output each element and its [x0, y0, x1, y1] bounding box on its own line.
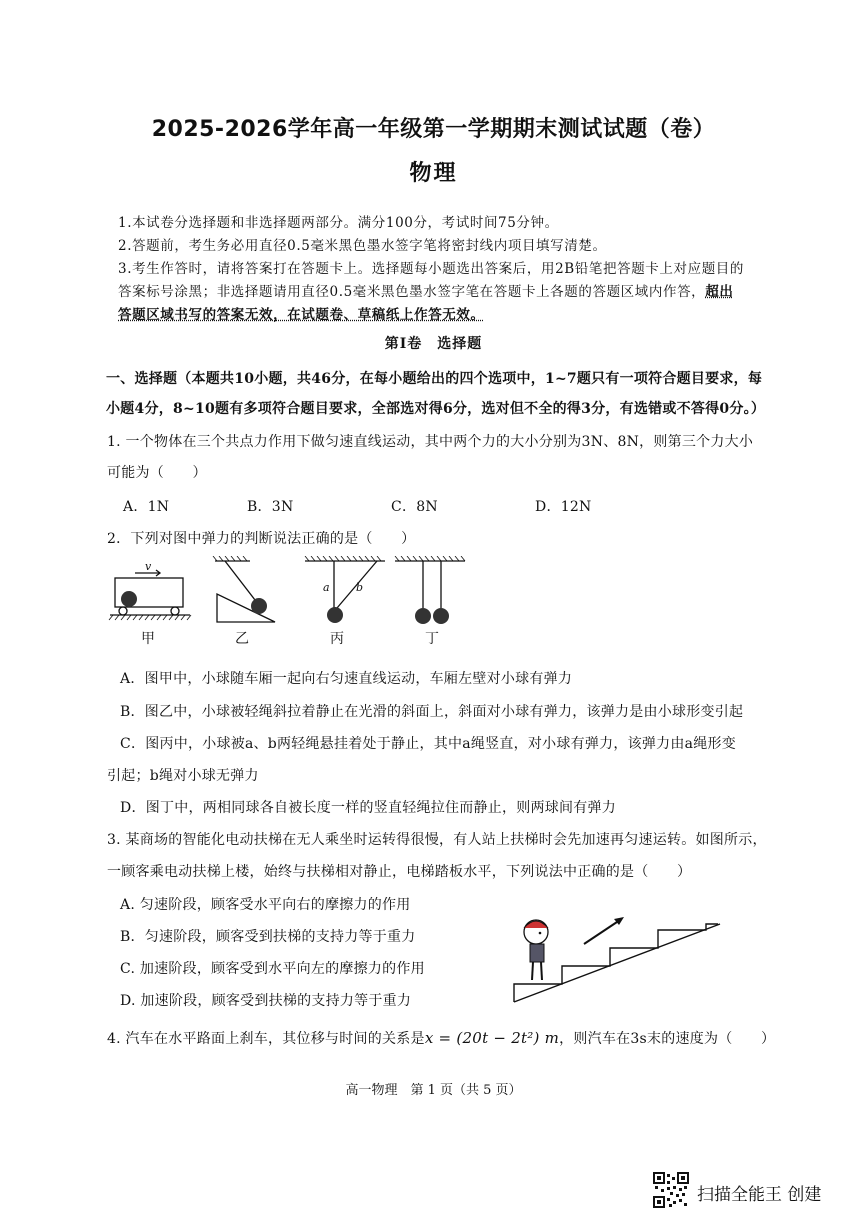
q1-option-d: D．12N	[535, 499, 592, 515]
q2-option-b: B．图乙中，小球被轻绳斜拉着静止在光滑的斜面上，斜面对小球有弹力，该弹力是由小球形变引起	[120, 704, 744, 720]
q3-stem-2: 一顾客乘电动扶梯上楼，始终与扶梯相对静止，电梯踏板水平，下列说法中正确的是（ ）	[107, 864, 692, 880]
q2-option-c: C．图丙中，小球被a、b两轻绳悬挂着处于静止，其中a绳竖直，对小球有弹力，该弹力由a绳形变	[120, 736, 736, 752]
subject-title: 物理	[409, 161, 458, 186]
q2-option-a: A．图甲中，小球随车厢一起向右匀速直线运动，车厢左壁对小球有弹力	[120, 671, 573, 687]
section-title: 第Ⅰ卷 选择题	[384, 336, 483, 352]
page-footer: 高一物理 第 1 页（共 5 页）	[345, 1083, 522, 1098]
note-3-cont-text: 答案标号涂黑；非选择题请用直径0.5毫米黑色墨水签字笔在答题卡上各题的答题区域内作答，	[118, 284, 706, 300]
person-icon	[524, 920, 548, 980]
q2-option-d: D．图丁中，两相同球各自被长度一样的竖直轻绳拉住而静止，则两球间有弹力	[120, 800, 616, 816]
escalator-figure	[500, 900, 730, 1010]
label-yi: 乙	[235, 631, 249, 647]
q1-option-a: A．1N	[123, 499, 170, 515]
motion-arrow	[584, 920, 620, 944]
part-heading-1: 一、选择题（本题共10小题，共46分，在每小题给出的四个选项中，1~7题只有一项符合题目要求，每	[106, 371, 763, 387]
q4-prefix: 4. 汽车在水平路面上刹车，其位移与时间的关系是	[107, 1031, 425, 1047]
q3-option-a: A. 匀速阶段，顾客受水平向右的摩擦力的作用	[120, 897, 411, 913]
ball-yi	[251, 598, 267, 614]
label-bing: 丙	[330, 631, 344, 647]
ball-ding-left	[415, 608, 431, 624]
q1-option-b: B．3N	[247, 499, 294, 515]
ball-bing	[327, 607, 343, 623]
part-heading-2: 小题4分，8~10题有多项符合题目要求，全部选对得6分，选对但不全的得3分，有选错或不答得0分。）	[106, 401, 766, 417]
ground-hatch-jia	[109, 615, 191, 620]
ball-jia	[121, 591, 137, 607]
note-1: 1.本试卷分选择题和非选择题两部分。满分100分，考试时间75分钟。	[118, 215, 559, 231]
q3-option-d: D. 加速阶段，顾客受到扶梯的支持力等于重力	[120, 993, 412, 1009]
q2-option-c-cont: 引起；b绳对小球无弹力	[107, 768, 259, 784]
wheel-left	[119, 607, 127, 615]
label-v: v	[145, 560, 152, 573]
q4-stem	[107, 1028, 775, 1048]
q3-stem-1: 3. 某商场的智能化电动扶梯在无人乘坐时运转得很慢，有人站上扶梯时会先加速再匀速运转。如图所示，	[107, 832, 767, 848]
q3-option-c: C. 加速阶段，顾客受到水平向左的摩擦力的作用	[120, 961, 425, 977]
q3-option-b: B．匀速阶段，顾客受到扶梯的支持力等于重力	[120, 929, 416, 945]
wheel-right	[171, 607, 179, 615]
note-3: 3.考生作答时，请将答案打在答题卡上。选择题每小题选出答案后，用2B铅笔把答题卡上对应题目的	[118, 261, 744, 277]
q2-stem: 2．下列对图中弹力的判断说法正确的是（ ）	[107, 531, 416, 547]
q1-stem-1: 1. 一个物体在三个共点力作用下做匀速直线运动，其中两个力的大小分别为3N、8N，则第三个力大小	[107, 434, 754, 450]
label-ding: 丁	[425, 631, 439, 647]
note-2: 2.答题前，考生务必用直径0.5毫米黑色墨水签字笔将密封线内项目填写清楚。	[118, 238, 607, 254]
note-3-emphasis: 超出	[705, 284, 734, 300]
qr-code-icon	[653, 1172, 689, 1208]
scanner-watermark: 扫描全能王 创建	[697, 1185, 822, 1205]
label-b: b	[356, 581, 364, 594]
label-a: a	[323, 581, 330, 594]
exam-title: 2025-2026学年高一年级第一学期期末测试试题（卷）	[151, 117, 716, 142]
q4-formula: x = (20t − 2t²) m	[424, 1029, 560, 1047]
note-3-cont	[118, 280, 733, 300]
q1-stem-2: 可能为（ ）	[107, 465, 207, 481]
q2-figure	[105, 556, 475, 656]
q1-option-c: C．8N	[391, 499, 438, 515]
label-jia: 甲	[141, 631, 155, 647]
q4-suffix: ，则汽车在3s末的速度为（ ）	[559, 1031, 776, 1047]
note-3-end: 答题区域书写的答案无效，在试题卷、草稿纸上作答无效。	[118, 307, 485, 323]
rope-yi	[225, 561, 255, 600]
ball-ding-right	[433, 608, 449, 624]
